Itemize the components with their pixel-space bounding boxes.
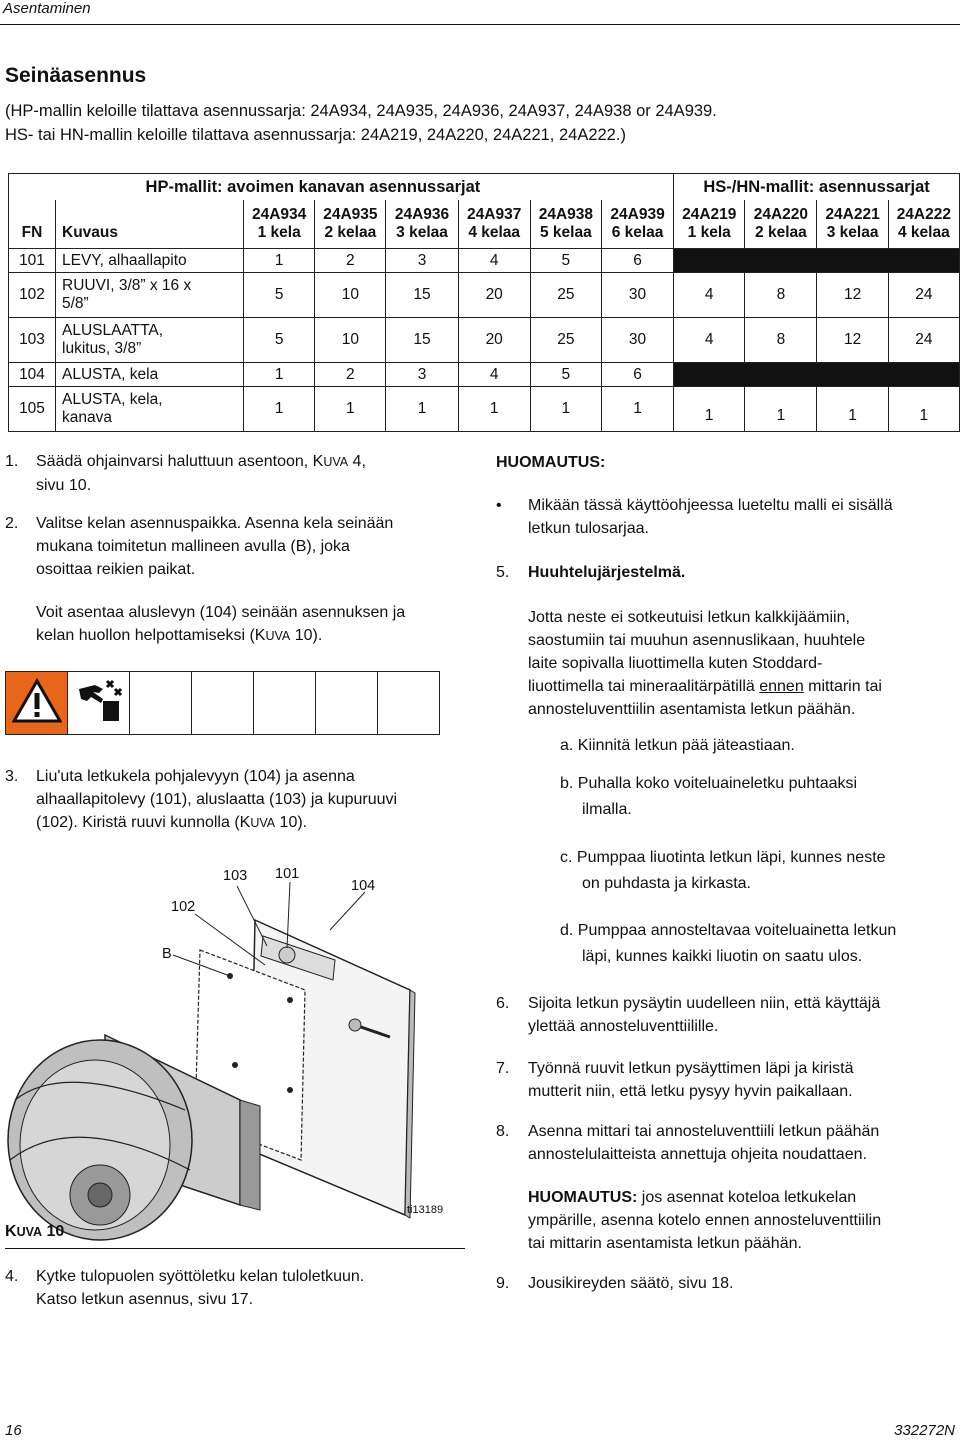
group-hp-header: HP-mallit: avoimen kanavan asennussarjat (145, 177, 481, 196)
flush-paragraph: Jotta neste ei sotkeutuisi letkun kalkkijäämiin, saostumiin tai muuhun asennuslikaan, huuhtele laite sopivalla liuottimella kuten Stoddard- liuottimella tai mineraalitärpätillä ennen mittarin tai annosteluventtiilin asentamista letkun päähän. (528, 609, 882, 718)
group-hs-header: HS-/HN-mallit: asennussarjat (674, 174, 960, 200)
step-2: 2. Valitse kelan asennuspaikka. Asenna kela seinään mukana toimitetun mallineen avulla (B), joka osoittaa reikien paikat. (5, 515, 394, 578)
callout-103: 103 (223, 868, 248, 884)
info-paragraph: Voit asentaa aluslevyn (104) seinään asennuksen ja kelan huollon helpottamiseksi (KUVA 10). (36, 604, 406, 644)
intro-line-1: (HP-mallin keloille tilattava asennussarja: 24A934, 24A935, 24A936, 24A937, 24A938 or 24A939. (5, 102, 717, 120)
substep-a: a. Kiinnitä letkun pää jäteastiaan. (560, 737, 795, 754)
step-3: 3. Liu'uta letkukela pohjalevyyn (104) ja asenna alhaallapitolevy (101), aluslaatta (103) ja kupuruuvi (102). Kiristä ruuvi kunnolla (KUVA 10). (5, 768, 398, 831)
parts-table (8, 173, 960, 432)
step-5: 5. Huuhtelujärjestelmä. (496, 564, 686, 581)
kit-header: 24A935 2 kelaa (315, 200, 386, 249)
step-1: 1. Säädä ohjainvarsi haluttuun asentoon, KUVA 4, sivu 10. (5, 453, 366, 494)
header-rule (0, 24, 960, 25)
empty-symbol-cell (316, 672, 378, 735)
step-8: 8. Asenna mittari tai annosteluventtiili letkun päähän annostelulaitteista annettuja ohjeita noudattaen. (496, 1123, 880, 1163)
step-4: 4. Kytke tulopuolen syöttöletku kelan tuloletkuun. Katso letkun asennus, sivu 17. (5, 1268, 365, 1308)
note-2: HUOMAUTUS: jos asennat koteloa letkukelan ympärille, asenna kotelo ennen annosteluventtiilin tai mittarin asentamista letkun päähän. (528, 1189, 882, 1252)
table-row: 102 RUUVI, 3/8” x 16 x 5/8” 5 10 15 20 25 30 4 8 12 24 (9, 273, 960, 318)
kit-header: 24A937 4 kelaa (458, 200, 530, 249)
callout-104: 104 (351, 878, 376, 894)
table-row: 105 ALUSTA, kela, kanava 1 1 1 1 1 1 1 1 1 1 (9, 387, 960, 432)
page-title: Seinäasennus (5, 64, 147, 87)
reel-assembly-illustration (5, 860, 465, 1245)
step-6: 6. Sijoita letkun pysäytin uudelleen niin, että käyttäjä ylettää annosteluventtiilille. (496, 995, 881, 1035)
page-number: 16 (5, 1422, 22, 1439)
kit-header: 24A936 3 kelaa (386, 200, 458, 249)
note-bullet: • Mikään tässä käyttöohjeessa lueteltu malli ei sisällä letkun tulosarjaa. (496, 497, 893, 537)
kit-header: 24A934 1 kela (244, 200, 315, 249)
warning-symbols (5, 671, 440, 735)
table-row: 101 LEVY, alhaallapito 1 2 3 4 5 6 (9, 249, 960, 273)
table-row: 104 ALUSTA, kela 1 2 3 4 5 6 (9, 363, 960, 387)
callout-102: 102 (171, 899, 196, 915)
kit-header: 24A938 5 kelaa (530, 200, 601, 249)
callout-101: 101 (275, 866, 300, 882)
empty-symbol-cell (378, 672, 440, 735)
na-cell (674, 363, 960, 387)
callout-b: B (162, 946, 172, 962)
step-9: 9. Jousikireyden säätö, sivu 18. (496, 1275, 734, 1292)
na-cell (674, 249, 960, 273)
kit-header: 24A220 2 kelaa (745, 200, 817, 249)
empty-symbol-cell (192, 672, 254, 735)
substep-d: d. Pumppaa annosteltavaa voiteluainetta letkun läpi, kunnes kaikki liuotin on saatu ulos. (560, 922, 897, 965)
doc-number: 332272N (894, 1422, 955, 1439)
intro-line-2: HS- tai HN-mallin keloille tilattava asennussarja: 24A219, 24A220, 24A221, 24A222.) (5, 126, 626, 144)
empty-symbol-cell (130, 672, 192, 735)
warning-triangle-icon (6, 672, 68, 735)
kit-header: 24A939 6 kelaa (601, 200, 673, 249)
col-desc-header: Kuvaus (56, 200, 244, 249)
figure-rule (5, 1248, 465, 1249)
figure-10 (5, 860, 465, 1245)
kit-header: 24A219 1 kela (674, 200, 745, 249)
kit-header: 24A222 4 kelaa (888, 200, 959, 249)
step-7: 7. Työnnä ruuvit letkun pysäyttimen läpi ja kiristä mutterit niin, että letku pysyy hyvin paikallaan. (496, 1060, 854, 1100)
empty-symbol-cell (254, 672, 316, 735)
note-heading: HUOMAUTUS: (496, 454, 606, 471)
substep-c: c. Pumppaa liuotinta letkun läpi, kunnes neste on puhdasta ja kirkasta. (560, 849, 886, 892)
figure-caption: KUVA 10 (5, 1223, 65, 1240)
table-row: 103 ALUSLAATTA, lukitus, 3/8” 5 10 15 20 25 30 4 8 12 24 (9, 318, 960, 363)
hand-entanglement-icon (68, 672, 130, 735)
substep-b: b. Puhalla koko voiteluaineletku puhtaaksi ilmalla. (560, 775, 858, 818)
figure-id: ti13189 (407, 1204, 444, 1216)
section-header: Asentaminen (3, 0, 91, 17)
kit-header: 24A221 3 kelaa (817, 200, 888, 249)
intro-text (5, 99, 955, 147)
col-fn-header: FN (9, 200, 56, 249)
